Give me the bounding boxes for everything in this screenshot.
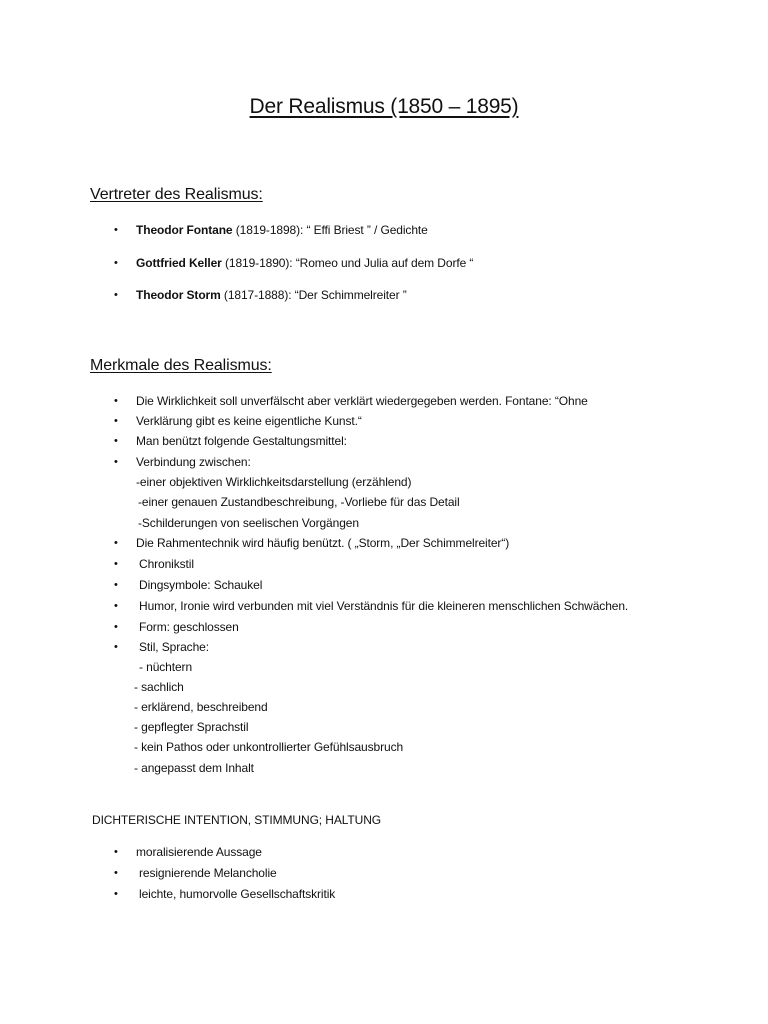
section-heading-merkmale: Merkmale des Realismus:: [90, 357, 272, 374]
stil-item: - erklärend, beschreibend: [134, 700, 268, 714]
dichterisch-item: resignierende Melancholie: [139, 866, 277, 880]
dichterisch-item: leichte, humorvolle Gesellschaftskritik: [139, 887, 336, 901]
bullet-icon: •: [114, 395, 118, 407]
stil-item: - sachlich: [134, 680, 184, 694]
bullet-icon: •: [114, 600, 118, 612]
bullet-icon: •: [114, 846, 118, 858]
section-heading-dichterisch: DICHTERISCHE INTENTION, STIMMUNG; HALTUNG: [92, 813, 382, 827]
author-name: Theodor Fontane: [136, 223, 233, 237]
merkmal-subline: -Schilderungen von seelischen Vorgängen: [138, 516, 359, 530]
merkmal-subline: -einer objektiven Wirklichkeitsdarstellung (erzählend): [136, 475, 412, 489]
bullet-icon: •: [114, 579, 118, 591]
merkmal-line: Die Rahmentechnik wird häufig benützt. ( „Storm, „Der Schimmelreiter“): [136, 536, 510, 550]
author-details: (1819-1890): “Romeo und Julia auf dem Dorfe “: [221, 256, 474, 270]
author-name: Gottfried Keller: [136, 256, 222, 270]
bullet-icon: •: [114, 888, 118, 900]
vertreter-item: [136, 288, 407, 302]
page-title: Der Realismus (1850 – 1895): [249, 95, 519, 118]
merkmal-line: Die Wirklichkeit soll unverfälscht aber verklärt wiedergegeben werden. Fontane: “Ohne: [136, 394, 588, 408]
merkmal-line: Man benützt folgende Gestaltungsmittel:: [136, 434, 347, 448]
merkmal-line: Verbindung zwischen:: [136, 455, 251, 469]
dichterisch-item: moralisierende Aussage: [136, 845, 262, 859]
merkmal-subline: -einer genauen Zustandbeschreibung, -Vorliebe für das Detail: [138, 495, 460, 509]
vertreter-item: [136, 256, 473, 270]
vertreter-item: [136, 223, 428, 237]
bullet-icon: •: [114, 621, 118, 633]
merkmal-line: Dingsymbole: Schaukel: [139, 578, 263, 592]
merkmal-line: Stil, Sprache:: [139, 640, 209, 654]
bullet-icon: •: [114, 257, 118, 269]
author-name: Theodor Storm: [136, 288, 221, 302]
bullet-icon: •: [114, 456, 118, 468]
merkmal-line: Form: geschlossen: [139, 620, 239, 634]
bullet-icon: •: [114, 537, 118, 549]
stil-item: - kein Pathos oder unkontrollierter Gefühlsausbruch: [134, 740, 404, 754]
stil-item: - gepflegter Sprachstil: [134, 720, 249, 734]
bullet-icon: •: [114, 641, 118, 653]
section-heading-vertreter: Vertreter des Realismus:: [90, 186, 263, 203]
bullet-icon: •: [114, 224, 118, 236]
merkmal-line: Humor, Ironie wird verbunden mit viel Verständnis für die kleineren menschlichen Schwächen.: [139, 599, 629, 613]
merkmal-line: Verklärung gibt es keine eigentliche Kunst.“: [136, 414, 362, 428]
bullet-icon: •: [114, 867, 118, 879]
bullet-icon: •: [114, 289, 118, 301]
author-details: (1819-1898): “ Effi Briest ” / Gedichte: [232, 223, 428, 237]
merkmal-line: Chronikstil: [139, 557, 194, 571]
stil-item: - angepasst dem Inhalt: [134, 761, 254, 775]
author-details: (1817-1888): “Der Schimmelreiter ”: [220, 288, 407, 302]
bullet-icon: •: [114, 558, 118, 570]
bullet-icon: •: [114, 435, 118, 447]
stil-item: - nüchtern: [139, 660, 193, 674]
bullet-icon: •: [114, 415, 118, 427]
